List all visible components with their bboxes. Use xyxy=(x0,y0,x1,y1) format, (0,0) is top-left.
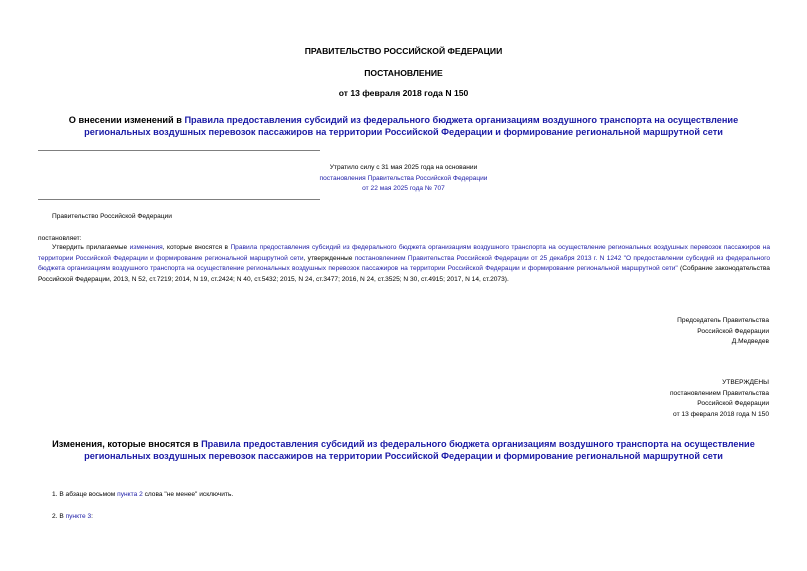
item-1 xyxy=(52,490,233,501)
signature-name: Д.Медведев xyxy=(731,338,769,345)
paragraph-text-1: Утвердить прилагаемые xyxy=(52,244,130,251)
item-1-text-a: 1. В абзаце восьмом xyxy=(52,491,118,498)
approved-date: от 13 февраля 2018 года N 150 xyxy=(673,410,769,418)
title-rules-link[interactable]: Правила предоставления субсидий из федерального бюджета организациям воздушного транспорта на осуществление региональных воздушных перевозок пассажиров на территории Российской Федерации и формирование региональной маршрутной сети xyxy=(84,115,739,137)
signature-block xyxy=(569,316,769,348)
item-2-text-b: : xyxy=(91,513,93,520)
changes-title-rules-link[interactable]: Правила предоставления субсидий из федерального бюджета организациям воздушного транспорта на осуществление региональных воздушных перевозок пассажиров на территории Российской Федерации и формирование региональной маршрутной сети xyxy=(84,439,755,461)
government-line: Правительство Российской Федерации xyxy=(52,213,172,220)
approved-by: постановлением Правительства xyxy=(669,389,769,397)
divider-bottom xyxy=(38,199,320,200)
paragraph-text-4: (Собрание законодательства Российской Федерации, 2013, N 52, ст.7219; 2014, N 19, ст.2424; N 40, ст.5432; 2015, N 24, ст.3477; 2016, N 24, ст.3525; N 30, ст.4915; 2017, N 14, ст.2073). xyxy=(38,265,770,283)
expiry-note-link-date[interactable]: от 22 мая 2025 года № 707 xyxy=(362,185,445,192)
item-2 xyxy=(52,512,93,523)
decrees-line: постановляет: xyxy=(38,235,82,242)
rules-link[interactable]: Правила предоставления субсидий из федерального бюджета организациям воздушного транспорта на осуществление региональных воздушных перевозок пассажиров на территории Российской Федерации и формирование региональной маршрутной сети xyxy=(38,244,770,262)
signature-position: Председатель Правительства xyxy=(677,317,769,324)
item-1-text-b: слова "не менее" исключить. xyxy=(142,491,234,498)
item-1-link[interactable]: пункта 2 xyxy=(117,491,143,498)
document-title xyxy=(40,114,767,138)
approved-heading: УТВЕРЖДЕНЫ xyxy=(722,379,769,386)
item-2-link[interactable]: пункте 3 xyxy=(65,513,92,520)
government-heading: ПРАВИТЕЛЬСТВО РОССИЙСКОЙ ФЕДЕРАЦИИ xyxy=(304,46,503,56)
decree-1242-link[interactable]: постановлением Правительства Российской Федерации от 25 декабря 2013 г. N 1242 "О предоставлении субсидий из федерального бюджета организациям воздушного транспорта на осуществление региональных воздушных перевозок пассажиров на территории Российской Федерации и формирование региональной маршрутной сети" xyxy=(38,254,770,272)
expiry-note xyxy=(300,163,507,195)
expiry-note-text: Утратило силу с 31 мая 2025 года на основании xyxy=(329,164,478,171)
changes-link[interactable]: изменения xyxy=(129,244,163,251)
document-date-number: от 13 февраля 2018 года N 150 xyxy=(338,88,469,98)
expiry-note-link-decree[interactable]: постановления Правительства Российской Федерации xyxy=(319,174,488,182)
approved-org: Российской Федерации xyxy=(697,400,769,407)
document-type: ПОСТАНОВЛЕНИЕ xyxy=(364,68,443,78)
changes-title xyxy=(40,438,767,462)
item-2-text-a: 2. В xyxy=(52,513,66,520)
paragraph-text-2: , которые вносятся в xyxy=(162,244,231,251)
approved-block xyxy=(569,378,769,420)
changes-title-prefix: Изменения, которые вносятся в xyxy=(52,439,202,449)
signature-org: Российской Федерации xyxy=(697,327,769,335)
paragraph-text-3: , утвержденные xyxy=(303,254,355,262)
divider-top xyxy=(38,150,320,151)
main-paragraph xyxy=(38,243,770,285)
title-prefix: О внесении изменений в xyxy=(68,115,185,125)
